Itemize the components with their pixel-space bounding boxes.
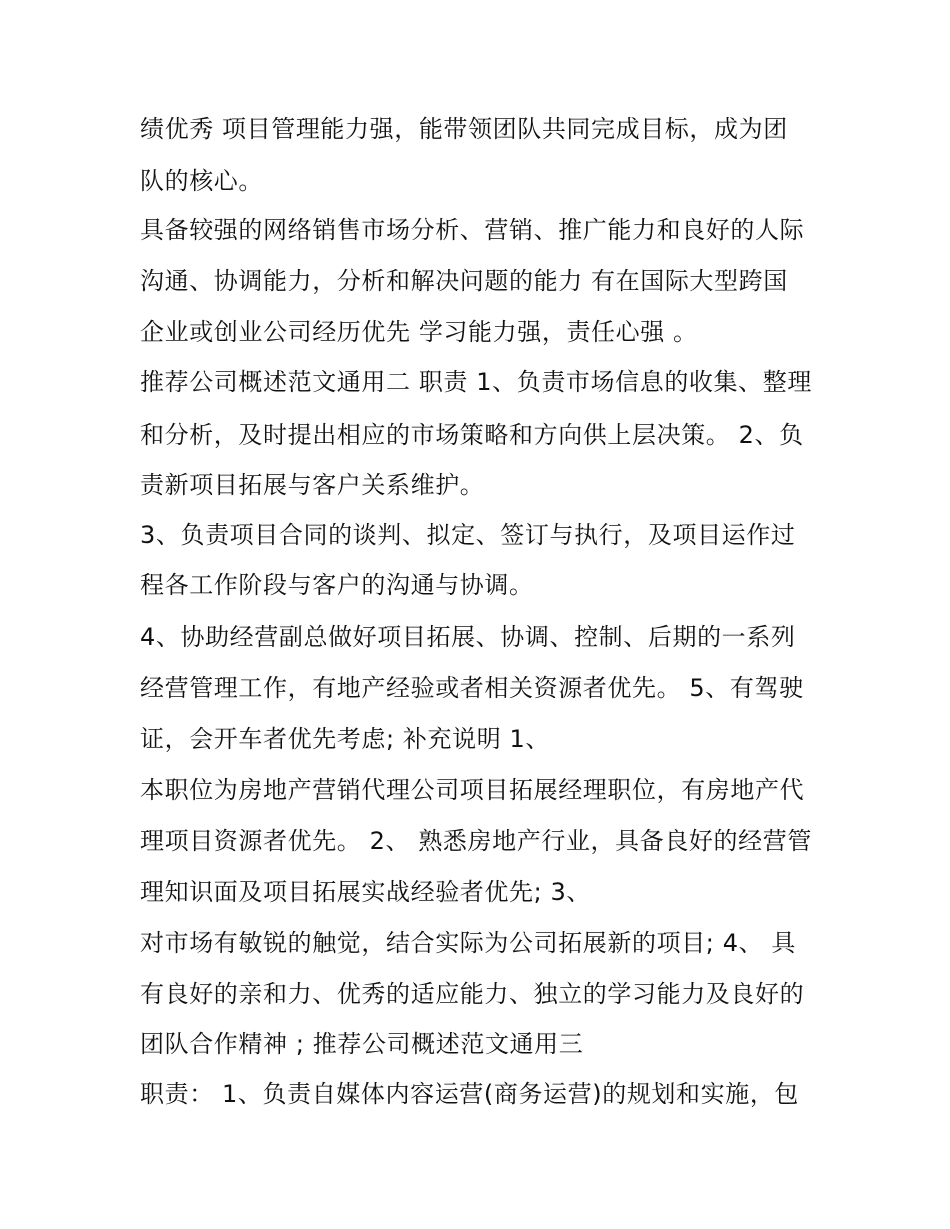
text-line: 程各工作阶段与客户的沟通与协调。: [140, 571, 534, 599]
text-line: 理项目资源者优先。 2、 熟悉房地产行业，具备良好的经营管: [140, 827, 812, 855]
text-line: 推荐公司概述范文通用二 职责 1、负责市场信息的收集、整理: [140, 368, 812, 396]
text-line: 沟通、协调能力，分析和解决问题的能力 有在国际大型跨国: [140, 267, 788, 295]
text-line: 职责： 1、负责自媒体内容运营(商务运营)的规划和实施，包: [140, 1080, 800, 1108]
text-line: 绩优秀 项目管理能力强，能带领团队共同完成目标，成为团: [140, 115, 788, 143]
text-line: 队的核心。: [140, 167, 263, 195]
text-line: 具备较强的网络销售市场分析、营销、推广能力和良好的人际: [140, 216, 805, 244]
text-line: 责新项目拓展与客户关系维护。: [140, 471, 485, 499]
text-line: 和分析，及时提出相应的市场策略和方向供上层决策。 2、负: [140, 421, 804, 449]
text-line: 有良好的亲和力、优秀的适应能力、独立的学习能力及良好的: [140, 980, 805, 1008]
text-line: 团队合作精神 ; 推荐公司概述范文通用三: [140, 1030, 584, 1058]
text-line: 对市场有敏锐的触觉，结合实际为公司拓展新的项目; 4、 具: [140, 929, 797, 957]
text-line: 理知识面及项目拓展实战经验者优先; 3、: [140, 878, 591, 906]
text-line: 本职位为房地产营销代理公司项目拓展经理职位，有房地产代: [140, 776, 805, 804]
text-line: 3、负责项目合同的谈判、拟定、签订与执行，及项目运作过: [140, 521, 796, 549]
text-line: 证，会开车者优先考虑; 补充说明 1、: [140, 725, 551, 753]
text-line: 企业或创业公司经历优先 学习能力强，责任心强 。: [140, 318, 698, 346]
text-line: 4、协助经营副总做好项目拓展、协调、控制、后期的一系列: [140, 623, 796, 651]
text-line: 经营管理工作，有地产经验或者相关资源者优先。 5、有驾驶: [140, 674, 804, 702]
